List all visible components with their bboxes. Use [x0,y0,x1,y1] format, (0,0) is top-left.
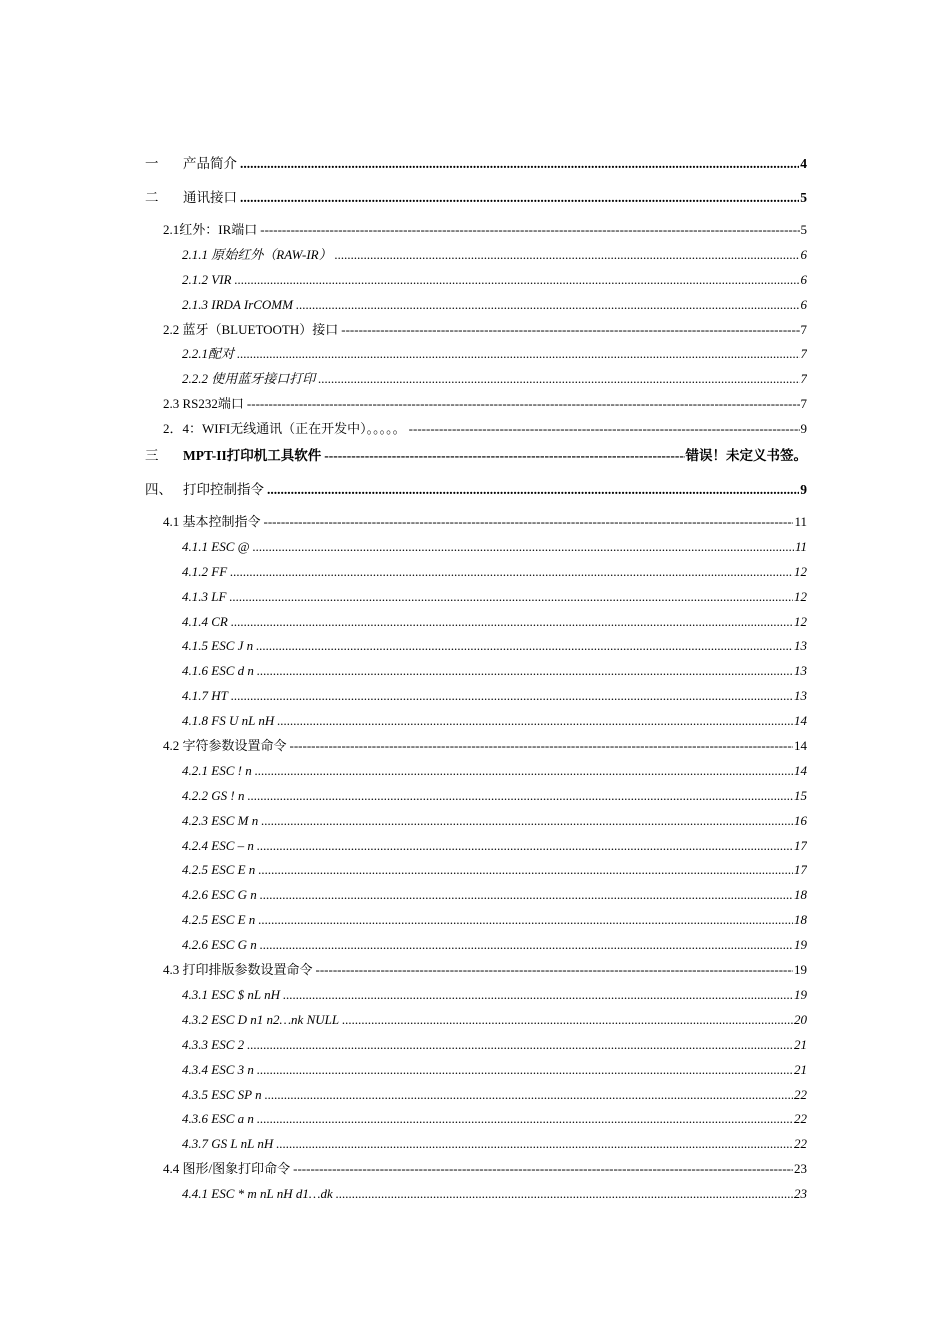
toc-entry-title: 4.3.4 ESC 3 n [182,1061,254,1077]
toc-entry[interactable] [145,1083,807,1108]
toc-entry-leader [257,659,793,684]
toc-entry-page: 21 [794,1061,807,1077]
toc-entry-page: 9 [800,421,807,437]
toc-entry-page: 错误！未定义书签。 [685,448,807,464]
toc-entry-title: 4.2.1 ESC ! n [182,762,252,778]
toc-entry-page: 12 [794,588,807,604]
toc-entry-leader [255,759,793,784]
toc-entry-leader [229,585,793,610]
toc-entry[interactable] [145,659,807,684]
toc-entry-leader [264,510,794,535]
toc-entry[interactable] [145,1132,807,1157]
toc-entry-leader [260,933,793,958]
toc-entry[interactable] [145,367,807,392]
toc-entry-leader [336,1182,793,1207]
toc-entry-leader [258,908,793,933]
toc-entry-title: 2.1.3 IRDA IrCOMM [182,296,293,312]
toc-entry-title: 4.1.7 HT [182,688,228,704]
toc-entry[interactable] [145,1107,807,1132]
toc-entry[interactable] [145,958,807,983]
toc-entry-title: 打印控制指令 [183,482,264,498]
toc-entry[interactable] [145,1182,807,1207]
toc-entry-page: 14 [794,762,807,778]
toc-entry-page: 12 [794,563,807,579]
toc-entry-page: 23 [794,1161,807,1177]
toc-entry[interactable] [145,883,807,908]
toc-entry-title: MPT-II打印机工具软件 [183,448,322,464]
toc-entry-page: 14 [794,713,807,729]
toc-entry-page: 19 [794,937,807,953]
toc-entry-page: 22 [794,1136,807,1152]
toc-entry-page: 11 [794,514,807,530]
toc-entry-leader [247,784,793,809]
toc-entry-page: 7 [800,346,807,362]
toc-entry-title: 2.1.1 原始红外（RAW-IR） [182,246,332,262]
toc-entry-leader [409,417,800,442]
toc-entry-leader [237,342,799,367]
toc-entry-page: 22 [794,1086,807,1102]
toc-entry-page: 17 [794,862,807,878]
toc-entry[interactable] [145,510,807,535]
toc-entry-page: 19 [794,962,807,978]
toc-entry-leader [231,610,793,635]
toc-entry-page: 16 [794,812,807,828]
toc-entry-leader [260,218,799,243]
toc-entry-leader [231,684,793,709]
toc-entry-page: 4 [800,156,807,171]
toc-entry-page: 6 [800,271,807,287]
toc-entry-leader [230,560,793,585]
toc-entry-page: 11 [794,538,807,554]
toc-entry-title: 4.3.5 ESC SP n [182,1086,262,1102]
toc-entry-title: 4.3.2 ESC D n1 n2…nk NULL [182,1011,340,1027]
toc-entry-title: 2．4：WIFI无线通讯（正在开发中）。。。。。 [163,421,406,437]
toc-entry-title: 4.2.2 GS ! n [182,787,245,803]
toc-entry-leader [267,476,799,504]
toc-entry-leader [253,535,794,560]
toc-entry-page: 15 [794,787,807,803]
toc-entry-page: 9 [800,482,807,498]
toc-entry-page: 21 [794,1036,807,1052]
toc-entry[interactable] [145,392,807,417]
toc-entry-title: 2.1.2 VIR [182,271,232,287]
toc-entry-leader [277,709,793,734]
toc-entry-leader [341,318,799,343]
toc-entry-title: 2.3 RS232端口 [163,396,244,412]
toc-entry-page: 5 [800,222,807,237]
toc-entry-leader [240,184,799,212]
toc-entry[interactable] [145,1008,807,1033]
toc-entry-title: 产品简介 [183,156,237,171]
toc-entry-title: 4.2.5 ESC E n [182,862,256,878]
toc-entry[interactable] [145,834,807,859]
toc-entry-title: 4.4.1 ESC * m nL nH d1…dk [182,1186,333,1202]
toc-entry-title: 4.1.1 ESC @ [182,538,250,554]
toc-entry-title: 2.2.2 使用蓝牙接口打印 [182,371,316,387]
toc-entry-number: 三 [145,448,159,464]
toc-entry-number: 二 [145,190,159,205]
toc-entry-title: 2.2.1配对 [182,346,235,362]
toc-entry[interactable] [145,417,807,442]
toc-entry-leader [257,1058,793,1083]
toc-entry-title: 4.3.1 ESC $ nL nH [182,986,280,1002]
toc-entry-page: 13 [794,638,807,654]
toc-entry-title: 4.2.6 ESC G n [182,937,257,953]
toc-entry-leader [276,1132,793,1157]
toc-entry-leader [342,1008,793,1033]
toc-entry-leader [335,243,800,268]
toc-entry-page: 17 [794,837,807,853]
toc-entry[interactable] [145,610,807,635]
toc-entry[interactable] [145,560,807,585]
toc-entry[interactable] [145,759,807,784]
toc-entry-leader [234,268,799,293]
toc-entry-leader [324,442,684,470]
toc-entry-leader [260,883,793,908]
toc-entry-page: 7 [800,321,807,337]
toc-entry-leader [240,150,799,178]
toc-entry-title: 4.2.6 ESC G n [182,887,257,903]
toc-entry[interactable] [145,150,807,184]
toc-entry[interactable] [145,1058,807,1083]
toc-entry[interactable] [145,268,807,293]
toc-entry-title: 4.1.8 FS U nL nH [182,713,275,729]
toc-entry[interactable] [145,734,807,759]
toc-entry[interactable] [145,908,807,933]
toc-entry-leader [283,983,793,1008]
toc-entry-leader [265,1083,793,1108]
toc-entry[interactable] [145,442,807,476]
toc-entry[interactable] [145,784,807,809]
toc-entry[interactable] [145,585,807,610]
toc-entry[interactable] [145,293,807,318]
toc-entry-leader [257,834,793,859]
toc-entry-title: 4.4 图形/图象打印命令 [163,1161,291,1177]
toc-entry[interactable] [145,184,807,218]
toc-entry-title: 4.2.3 ESC M n [182,812,259,828]
toc-entry-title: 4.3 打印排版参数设置命令 [163,962,313,978]
toc-entry[interactable] [145,933,807,958]
toc-entry-page: 12 [794,613,807,629]
toc-entry[interactable] [145,476,807,510]
toc-entry[interactable] [145,684,807,709]
toc-entry-title: 4.1.2 FF [182,563,228,579]
toc-entry[interactable] [145,858,807,883]
toc-entry-leader [256,634,793,659]
toc-entry-title: 通讯接口 [183,190,237,205]
toc-entry-number: 四、 [145,482,172,498]
toc-entry-page: 7 [800,371,807,387]
toc-entry-title: 4.1 基本控制指令 [163,514,261,530]
toc-entry-leader [293,1157,793,1182]
toc-entry-page: 5 [800,190,807,205]
toc-entry-leader [318,367,799,392]
toc-entry-page: 7 [800,396,807,412]
toc-entry-number: 一 [145,156,159,171]
toc-entry[interactable] [145,983,807,1008]
toc-entry[interactable] [145,318,807,343]
toc-entry-page: 22 [794,1111,807,1127]
toc-entry-page: 18 [794,887,807,903]
toc-entry-leader [296,293,800,318]
toc-entry-page: 23 [794,1186,807,1202]
toc-entry-page: 13 [794,663,807,679]
toc-entry-title: 4.2.5 ESC E n [182,912,256,928]
toc-entry-leader [247,392,800,417]
toc-entry-page: 19 [794,986,807,1002]
toc-entry-leader [258,858,793,883]
toc-entry-title: 4.1.6 ESC d n [182,663,254,679]
toc-entry-title: 4.2 字符参数设置命令 [163,738,287,754]
table-of-contents [145,150,807,1207]
toc-entry-title: 2.2 蓝牙（BLUETOOTH）接口 [163,321,339,337]
toc-entry[interactable] [145,709,807,734]
toc-entry[interactable] [145,634,807,659]
toc-entry-leader [261,809,793,834]
toc-entry-title: 4.2.4 ESC – n [182,837,254,853]
toc-entry[interactable] [145,1033,807,1058]
toc-entry-page: 14 [794,738,807,754]
toc-entry-title: 2.1红外：IR端口 [163,222,258,237]
toc-entry-page: 13 [794,688,807,704]
toc-entry-leader [290,734,793,759]
toc-entry-title: 4.3.7 GS L nL nH [182,1136,274,1152]
toc-entry-title: 4.1.3 LF [182,588,227,604]
toc-entry[interactable] [145,809,807,834]
toc-entry-page: 20 [794,1011,807,1027]
toc-entry-title: 4.3.6 ESC a n [182,1111,254,1127]
toc-entry-page: 6 [800,246,807,262]
toc-entry-page: 6 [800,296,807,312]
toc-entry[interactable] [145,243,807,268]
toc-entry[interactable] [145,535,807,560]
toc-entry[interactable] [145,1157,807,1182]
toc-entry[interactable] [145,342,807,367]
toc-entry-leader [247,1033,793,1058]
toc-entry-title: 4.3.3 ESC 2 [182,1036,245,1052]
toc-entry-leader [316,958,793,983]
toc-entry[interactable] [145,218,807,243]
toc-entry-title: 4.1.4 CR [182,613,228,629]
toc-entry-leader [257,1107,793,1132]
toc-entry-page: 18 [794,912,807,928]
toc-entry-title: 4.1.5 ESC J n [182,638,254,654]
